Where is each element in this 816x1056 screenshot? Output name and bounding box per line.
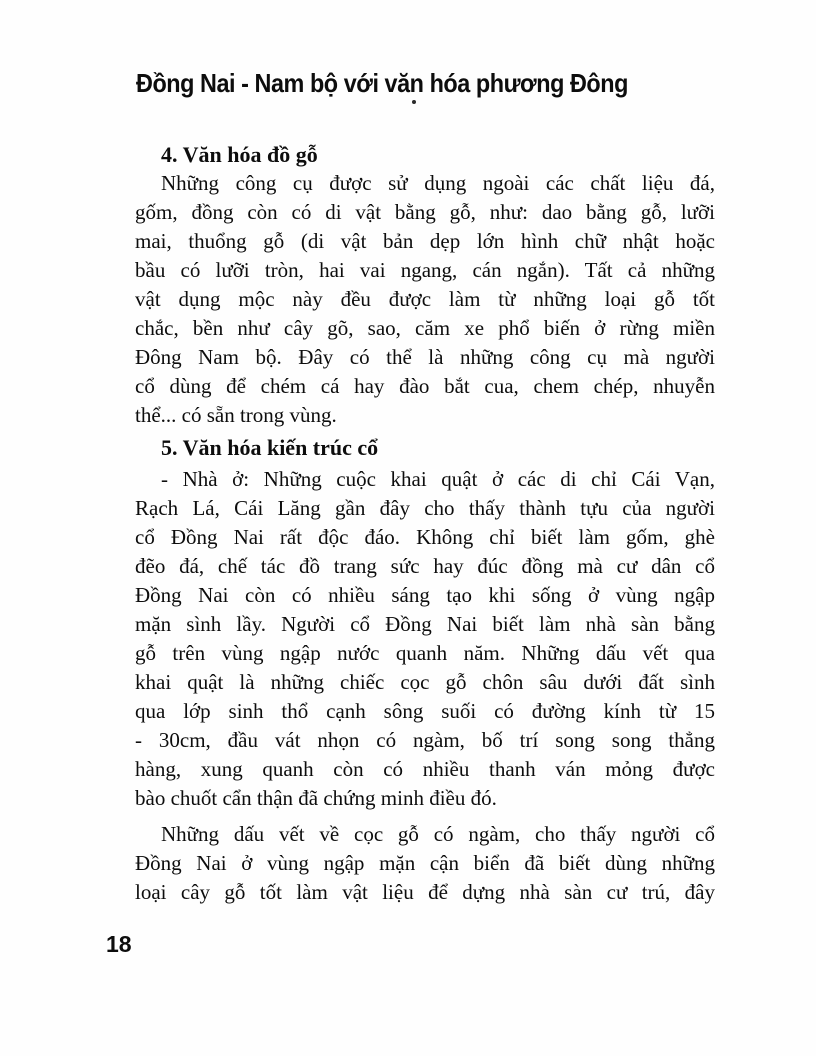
body-line: bào chuốt cẩn thận đã chứng minh điều đó.: [135, 786, 497, 810]
body-line: gỗ trên vùng ngập nước quanh năm. Những dấu vết qua: [135, 641, 715, 665]
body-line: mai, thuổng gỗ (di vật bản dẹp lớn hình chữ nhật hoặc: [135, 229, 715, 253]
body-line: loại cây gỗ tốt làm vật liệu để dựng nhà sàn cư trú, đây: [135, 880, 715, 904]
body-line: bầu có lưỡi tròn, hai vai ngang, cán ngắn). Tất cả những: [135, 258, 715, 282]
body-line: Đồng Nai ở vùng ngập mặn cận biển đã biết dùng những: [135, 851, 715, 875]
section5-heading: 5. Văn hóa kiến trúc cổ: [161, 435, 379, 460]
body-line: vật dụng mộc này đều được làm từ những loại gỗ tốt: [135, 287, 715, 311]
page-number: 18: [106, 931, 132, 957]
body-line: qua lớp sinh thổ cạnh sông suối có đường kính từ 15: [135, 699, 715, 723]
body-line: Đông Nam bộ. Đây có thể là những công cụ mà người: [135, 345, 715, 369]
section4-heading: 4. Văn hóa đồ gỗ: [161, 142, 318, 167]
running-head: Đồng Nai - Nam bộ với văn hóa phương Đông: [136, 68, 628, 98]
body-line: chắc, bền như cây gõ, sao, căm xe phổ biến ở rừng miền: [135, 316, 715, 340]
body-line: mặn sình lầy. Người cổ Đồng Nai biết làm nhà sàn bằng: [135, 612, 715, 636]
body-line: - 30cm, đầu vát nhọn có ngàm, bố trí song song thẳng: [135, 728, 715, 752]
body-line: gốm, đồng còn có di vật bằng gỗ, như: dao bằng gỗ, lưỡi: [135, 200, 715, 224]
scan-speck: [412, 100, 416, 104]
body-line: khai quật là những chiếc cọc gỗ chôn sâu dưới đất sình: [135, 670, 715, 694]
body-line: Đồng Nai còn có nhiều sáng tạo khi sống ở vùng ngập: [135, 583, 715, 607]
body-line: hàng, xung quanh còn có nhiều thanh ván mỏng được: [135, 757, 715, 781]
page-content: [135, 140, 715, 907]
body-line: thể... có sẵn trong vùng.: [135, 403, 337, 427]
body-line: cổ Đồng Nai rất độc đáo. Không chỉ biết làm gốm, ghè: [135, 525, 715, 549]
body-line: - Nhà ở: Những cuộc khai quật ở các di chỉ Cái Vạn,: [161, 467, 715, 491]
body-line: cổ dùng để chém cá hay đào bắt cua, chem chép, nhuyễn: [135, 374, 715, 398]
body-line: Những công cụ được sử dụng ngoài các chất liệu đá,: [161, 171, 715, 195]
body-line: Rạch Lá, Cái Lăng gần đây cho thấy thành tựu của người: [135, 496, 715, 520]
body-line: Những dấu vết về cọc gỗ có ngàm, cho thấy người cổ: [161, 822, 715, 846]
body-line: đẽo đá, chế tác đồ trang sức hay đúc đồng mà cư dân cổ: [135, 554, 715, 578]
